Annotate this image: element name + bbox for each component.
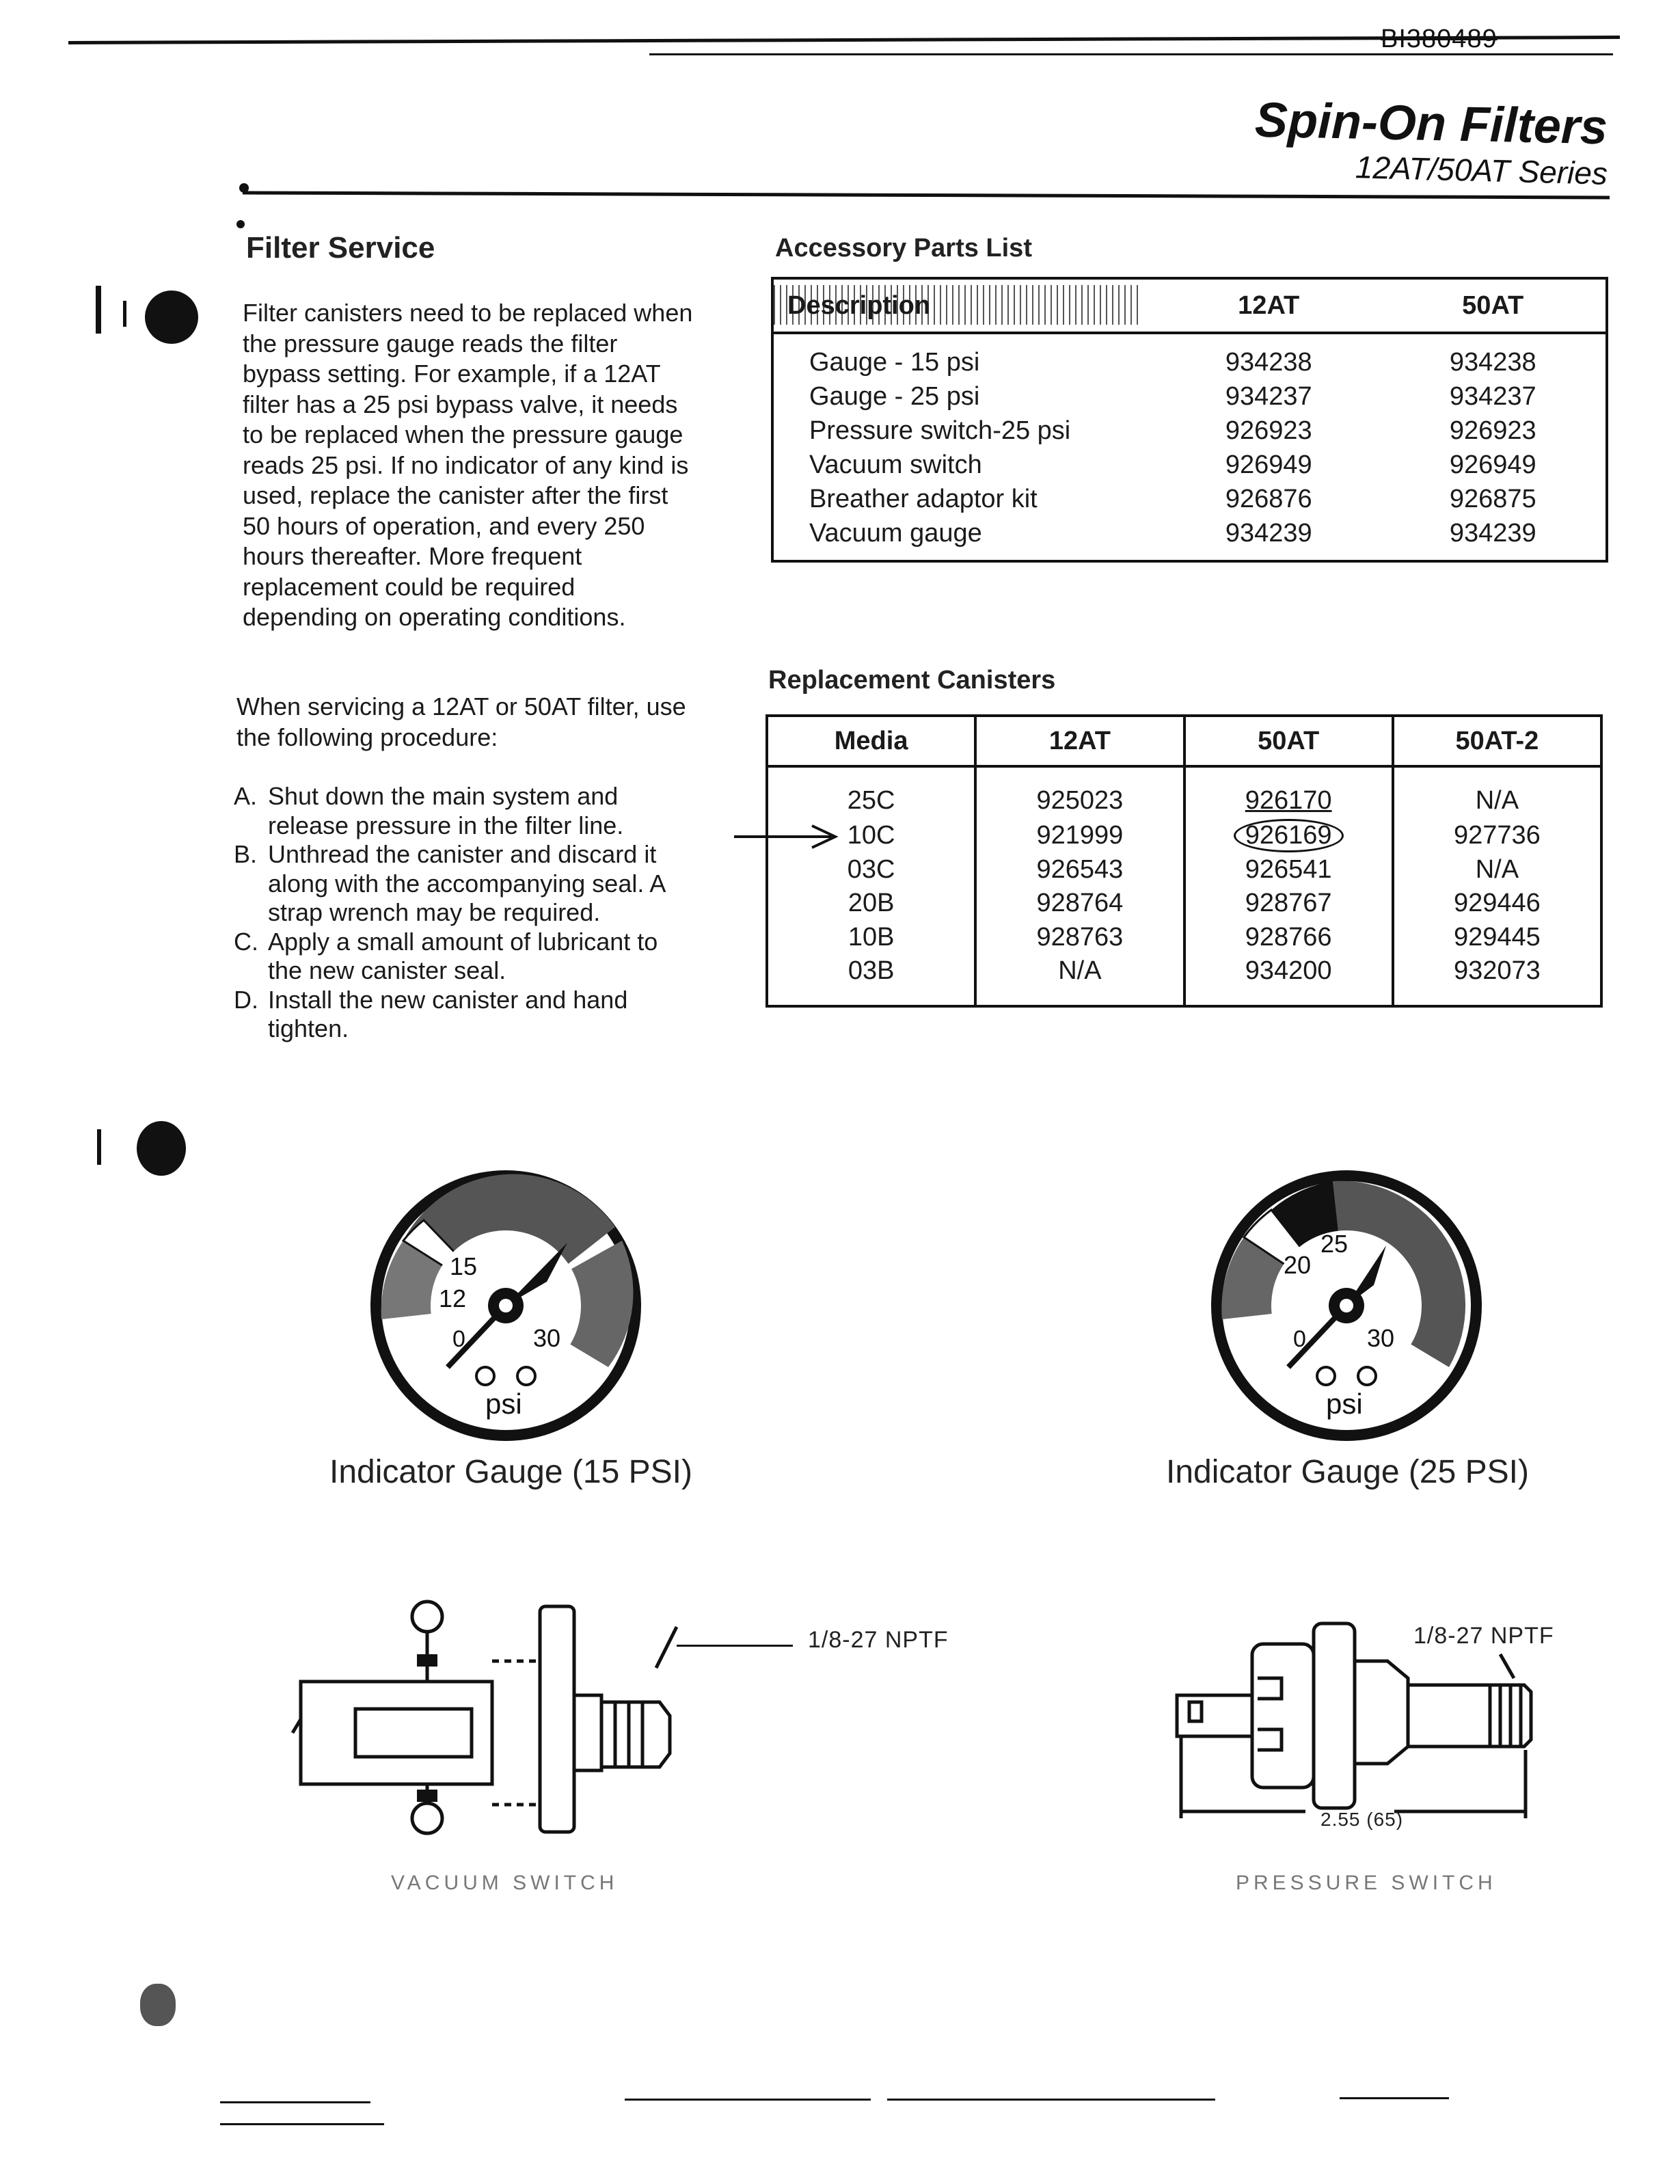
table-row (772, 345, 1607, 379)
canister-50at-cell: 926170 (1184, 784, 1393, 818)
part-description: Gauge - 15 psi (809, 347, 980, 377)
table-row (772, 482, 1607, 516)
column-header: Description (772, 278, 1157, 333)
page-subtitle: 12AT/50AT Series (1355, 149, 1608, 191)
table-row (772, 516, 1607, 550)
gauge-unit: psi (1326, 1388, 1363, 1420)
column-header: 50AT (1380, 278, 1607, 333)
procedure-step (234, 986, 685, 1044)
column-header: 50AT-2 (1393, 716, 1601, 766)
dimension-label: 2.55 (65) (1320, 1809, 1404, 1830)
media-cell: 10B (767, 921, 975, 955)
table-row (767, 921, 1601, 955)
replacement-canisters-table (766, 714, 1603, 1008)
footer-rule (220, 2101, 370, 2103)
procedure-step (234, 782, 685, 840)
accessory-parts-heading: Accessory Parts List (775, 234, 1032, 262)
table-row (772, 379, 1607, 414)
binder-hole-mark (96, 286, 101, 334)
canister-50at-cell: 934200 (1184, 954, 1393, 988)
procedure-step (234, 928, 685, 986)
canister-50at2-cell: 927736 (1453, 820, 1541, 850)
canister-50at2-cell: N/A (1475, 854, 1519, 884)
canister-50at-cell (1184, 818, 1393, 853)
part-number-50at: 926949 (1449, 450, 1536, 479)
footer-rule (887, 2099, 1215, 2101)
part-number-50at: 934239 (1449, 518, 1536, 548)
media-cell: 20B (767, 887, 975, 921)
gauge-unit: psi (485, 1388, 522, 1420)
hand-circled-value: 926169 (1234, 819, 1344, 852)
canister-50at-cell: 926541 (1184, 853, 1393, 887)
procedure-step (234, 840, 685, 928)
step-text: Install the new canister and hand tighten. (268, 985, 628, 1042)
part-description: Breather adaptor kit (809, 484, 1038, 513)
binder-hole-mark (97, 1129, 101, 1165)
table-row (767, 853, 1601, 887)
gauge-25psi-icon (1203, 1162, 1490, 1449)
table-row (767, 766, 1601, 784)
table-row (767, 988, 1601, 1006)
bullet-mark (239, 183, 249, 193)
document-id: BI380489 (1381, 25, 1498, 53)
part-number-50at: 934238 (1449, 347, 1536, 377)
binder-hole-mark (123, 301, 126, 327)
filter-service-paragraph: Filter canisters need to be replaced when the pressure gauge reads the filter bypass setting. For example, if a 12AT filter has a 25 psi bypass valve, it needs to be replaced when the pressure gauge reads 25 psi. If no indicator of any kind is used, replace the canister after the first 50 hours of operation, and every 250 hours thereafter. More frequent replacement could be required depending on operating conditions. (243, 299, 693, 631)
gauge-label: 30 (1367, 1324, 1395, 1352)
canister-12at-cell: 928764 (975, 887, 1184, 921)
table-row (767, 887, 1601, 921)
canister-12at-cell: N/A (975, 954, 1184, 988)
footer-rule (1340, 2097, 1449, 2099)
gauge-15psi-icon (362, 1162, 649, 1449)
vacuum-switch-drawing-icon (287, 1600, 697, 1846)
thread-spec-label: 1/8-27 NPTF (808, 1627, 949, 1653)
column-header: 50AT (1184, 716, 1393, 766)
procedure-intro: When servicing a 12AT or 50AT filter, use the following procedure: (236, 692, 686, 751)
thread-spec-label: 1/8-27 NPTF (1413, 1623, 1554, 1649)
canister-50at2-cell: N/A (1475, 786, 1519, 815)
table-row (767, 954, 1601, 988)
step-text: Unthread the canister and discard it along with the accompanying seal. A strap wrench may be required. (268, 840, 665, 926)
canister-12at-cell: 921999 (975, 818, 1184, 853)
leader-line (677, 1645, 793, 1647)
canister-50at2-cell: 929446 (1453, 889, 1541, 918)
media-cell: 25C (767, 784, 975, 818)
column-header: Media (767, 716, 975, 766)
column-header: 12AT (1157, 278, 1380, 333)
canister-12at-cell: 925023 (975, 784, 1184, 818)
part-number-50at: 926875 (1449, 484, 1536, 513)
canister-12at-cell: 928763 (975, 921, 1184, 955)
gauge-label: 0 (1293, 1326, 1306, 1352)
table-header-row (772, 278, 1607, 333)
part-number-12at: 934237 (1225, 381, 1312, 411)
part-number-12at: 934239 (1225, 518, 1312, 548)
step-text: Shut down the main system and release pressure in the filter line. (268, 782, 624, 839)
gauge-label: 12 (439, 1284, 467, 1312)
gauge-label: 30 (533, 1324, 561, 1352)
gauge-label: 25 (1320, 1230, 1349, 1258)
table-row (772, 414, 1607, 448)
table-row (772, 448, 1607, 482)
step-letter: A. (234, 782, 258, 810)
page-title: Spin-On Filters (1254, 92, 1608, 155)
part-number-12at: 934238 (1225, 347, 1312, 377)
media-cell: 03B (767, 954, 975, 988)
part-number-50at: 926923 (1449, 416, 1536, 445)
part-number-50at: 934237 (1449, 381, 1536, 411)
procedure-steps (234, 782, 685, 1044)
media-cell: 10C (767, 818, 975, 853)
gauge-label: 0 (452, 1326, 465, 1352)
drawing-caption: PRESSURE SWITCH (1236, 1872, 1497, 1894)
canister-50at-cell: 928766 (1184, 921, 1393, 955)
table-row (772, 550, 1607, 561)
part-number-12at: 926923 (1225, 416, 1312, 445)
accessory-parts-table (771, 277, 1608, 563)
part-description: Vacuum gauge (809, 518, 982, 548)
table-row (767, 784, 1601, 818)
drawing-caption: VACUUM SWITCH (391, 1872, 619, 1894)
gauge-caption: Indicator Gauge (15 PSI) (329, 1454, 692, 1490)
title-rule (243, 191, 1610, 200)
part-description: Pressure switch-25 psi (809, 416, 1071, 445)
part-description: Vacuum switch (809, 450, 982, 479)
gauge-label: 15 (450, 1252, 478, 1280)
hand-drawn-arrow-icon (731, 820, 848, 852)
footer-rule (625, 2099, 871, 2101)
binder-hole (137, 1121, 186, 1176)
table-row (767, 818, 1601, 853)
media-cell: 03C (767, 853, 975, 887)
canister-50at2-cell: 929445 (1453, 922, 1541, 952)
step-letter: C. (234, 927, 258, 956)
part-number-12at: 926949 (1225, 450, 1312, 479)
filter-service-heading: Filter Service (246, 231, 435, 265)
part-description: Gauge - 25 psi (809, 381, 980, 411)
binder-hole (145, 291, 198, 344)
canister-12at-cell: 926543 (975, 853, 1184, 887)
table-header-row (767, 716, 1601, 766)
canister-50at2-cell: 932073 (1453, 956, 1541, 986)
gauge-label: 20 (1284, 1251, 1312, 1279)
replacement-canisters-heading: Replacement Canisters (768, 666, 1056, 695)
part-number-12at: 926876 (1225, 484, 1312, 513)
column-header: 12AT (975, 716, 1184, 766)
step-letter: D. (234, 985, 258, 1014)
scan-blot (140, 1984, 176, 2026)
gauge-caption: Indicator Gauge (25 PSI) (1166, 1454, 1529, 1490)
canister-50at-cell: 928767 (1184, 887, 1393, 921)
footer-rule (220, 2123, 384, 2125)
step-text: Apply a small amount of lubricant to the new canister seal. (268, 927, 658, 984)
step-letter: B. (234, 840, 258, 868)
table-row (772, 333, 1607, 345)
bullet-mark (236, 220, 245, 228)
